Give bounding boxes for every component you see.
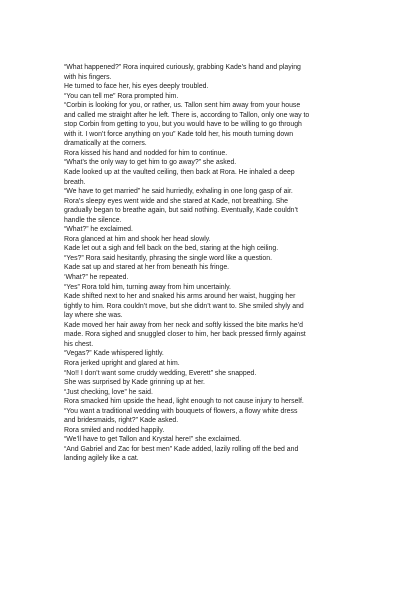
text-line: Rora smiled and nodded happily. <box>64 426 165 434</box>
text-line: “What?” he exclaimed. <box>64 226 133 234</box>
text-line: “No!! I don’t want some cruddy wedding, Everett” she snapped. <box>64 369 257 377</box>
text-line: handle the silence. <box>64 216 122 224</box>
text-line: He turned to face her, his eyes deeply troubled. <box>64 83 209 91</box>
text-line: breath. <box>64 178 86 186</box>
text-line: “Yes” Rora told him, turning away from him uncertainly. <box>64 283 231 291</box>
text-line: Kade shifted next to her and snaked his arms around her waist, hugging her <box>64 293 296 301</box>
text-line: made. Rora sighed and snuggled closer to him, her back pressed firmly against <box>64 331 306 339</box>
text-line: Rora smacked him upside the head, light enough to not cause injury to herself. <box>64 398 304 406</box>
text-line: landing agilely like a cat. <box>64 455 139 463</box>
story-text <box>64 63 364 464</box>
text-line: his chest. <box>64 340 94 348</box>
text-line: “You want a traditional wedding with bouquets of flowers, a flowy white dress <box>64 407 298 415</box>
text-line: ‘What?” he repeated. <box>64 274 129 282</box>
text-line: Kade sat up and stared at her from beneath his fringe. <box>64 264 230 272</box>
text-line: lay where she was. <box>64 312 123 320</box>
text-line: Kade moved her hair away from her neck and softly kissed the bite marks he’d <box>64 321 303 329</box>
text-line: “Corbin is looking for you, or rather, us. Tallon sent him away from your house <box>64 102 301 110</box>
text-line: Rora kissed his hand and nodded for him to continue. <box>64 149 228 157</box>
text-line: “Vegas?” Kade whispered lightly. <box>64 350 164 358</box>
text-line: and bridesmaids, right?” Kade asked. <box>64 417 179 425</box>
text-line: Kade looked up at the vaulted ceiling, then back at Rora. He inhaled a deep <box>64 169 295 177</box>
text-line: Rora’s sleepy eyes went wide and she stared at Kade, not breathing. She <box>64 197 288 205</box>
text-line: with his fingers. <box>64 73 112 81</box>
text-line: Kade let out a sigh and fell back on the bed, staring at the high ceiling. <box>64 245 279 253</box>
text-line: and called me straight after he left. There is, according to Tallon, only one way to <box>64 111 310 119</box>
text-line: “What’s the only way to get him to go away?” she asked. <box>64 159 237 167</box>
text-line: “You can tell me” Rora prompted him. <box>64 92 179 100</box>
text-line: tightly to him. Rora couldn’t move, but she didn’t want to. She smiled shyly and <box>64 302 304 310</box>
text-line: Rora glanced at him and shook her head slowly. <box>64 235 211 243</box>
text-line: “We’ll have to get Tallon and Krystal here!” she exclaimed. <box>64 436 242 444</box>
text-line: stop Corbin from getting to you, but you would have to be willing to go through <box>64 121 302 129</box>
text-line: “We have to get married” he said hurriedly, exhaling in one long gasp of air. <box>64 188 293 196</box>
text-line: with it. I won’t force anything on you” Kade told her, his mouth turning down <box>64 130 294 138</box>
text-line: “What happened?” Rora inquired curiously, grabbing Kade’s hand and playing <box>64 64 301 71</box>
text-line: She was surprised by Kade grinning up at her. <box>64 379 205 387</box>
text-line: dramatically at the corners. <box>64 140 147 148</box>
text-line: gradually began to breathe again, but said nothing. Eventually, Kade couldn’t <box>64 207 298 215</box>
text-line: “And Gabriel and Zac for best men” Kade added, lazily rolling off the bed and <box>64 445 299 453</box>
text-line: “Just checking, love” he said. <box>64 388 153 396</box>
text-line: “Yes?” Rora said hesitantly, phrasing the single word like a question. <box>64 254 272 262</box>
text-line: Rora jerked upright and glared at him. <box>64 359 180 367</box>
